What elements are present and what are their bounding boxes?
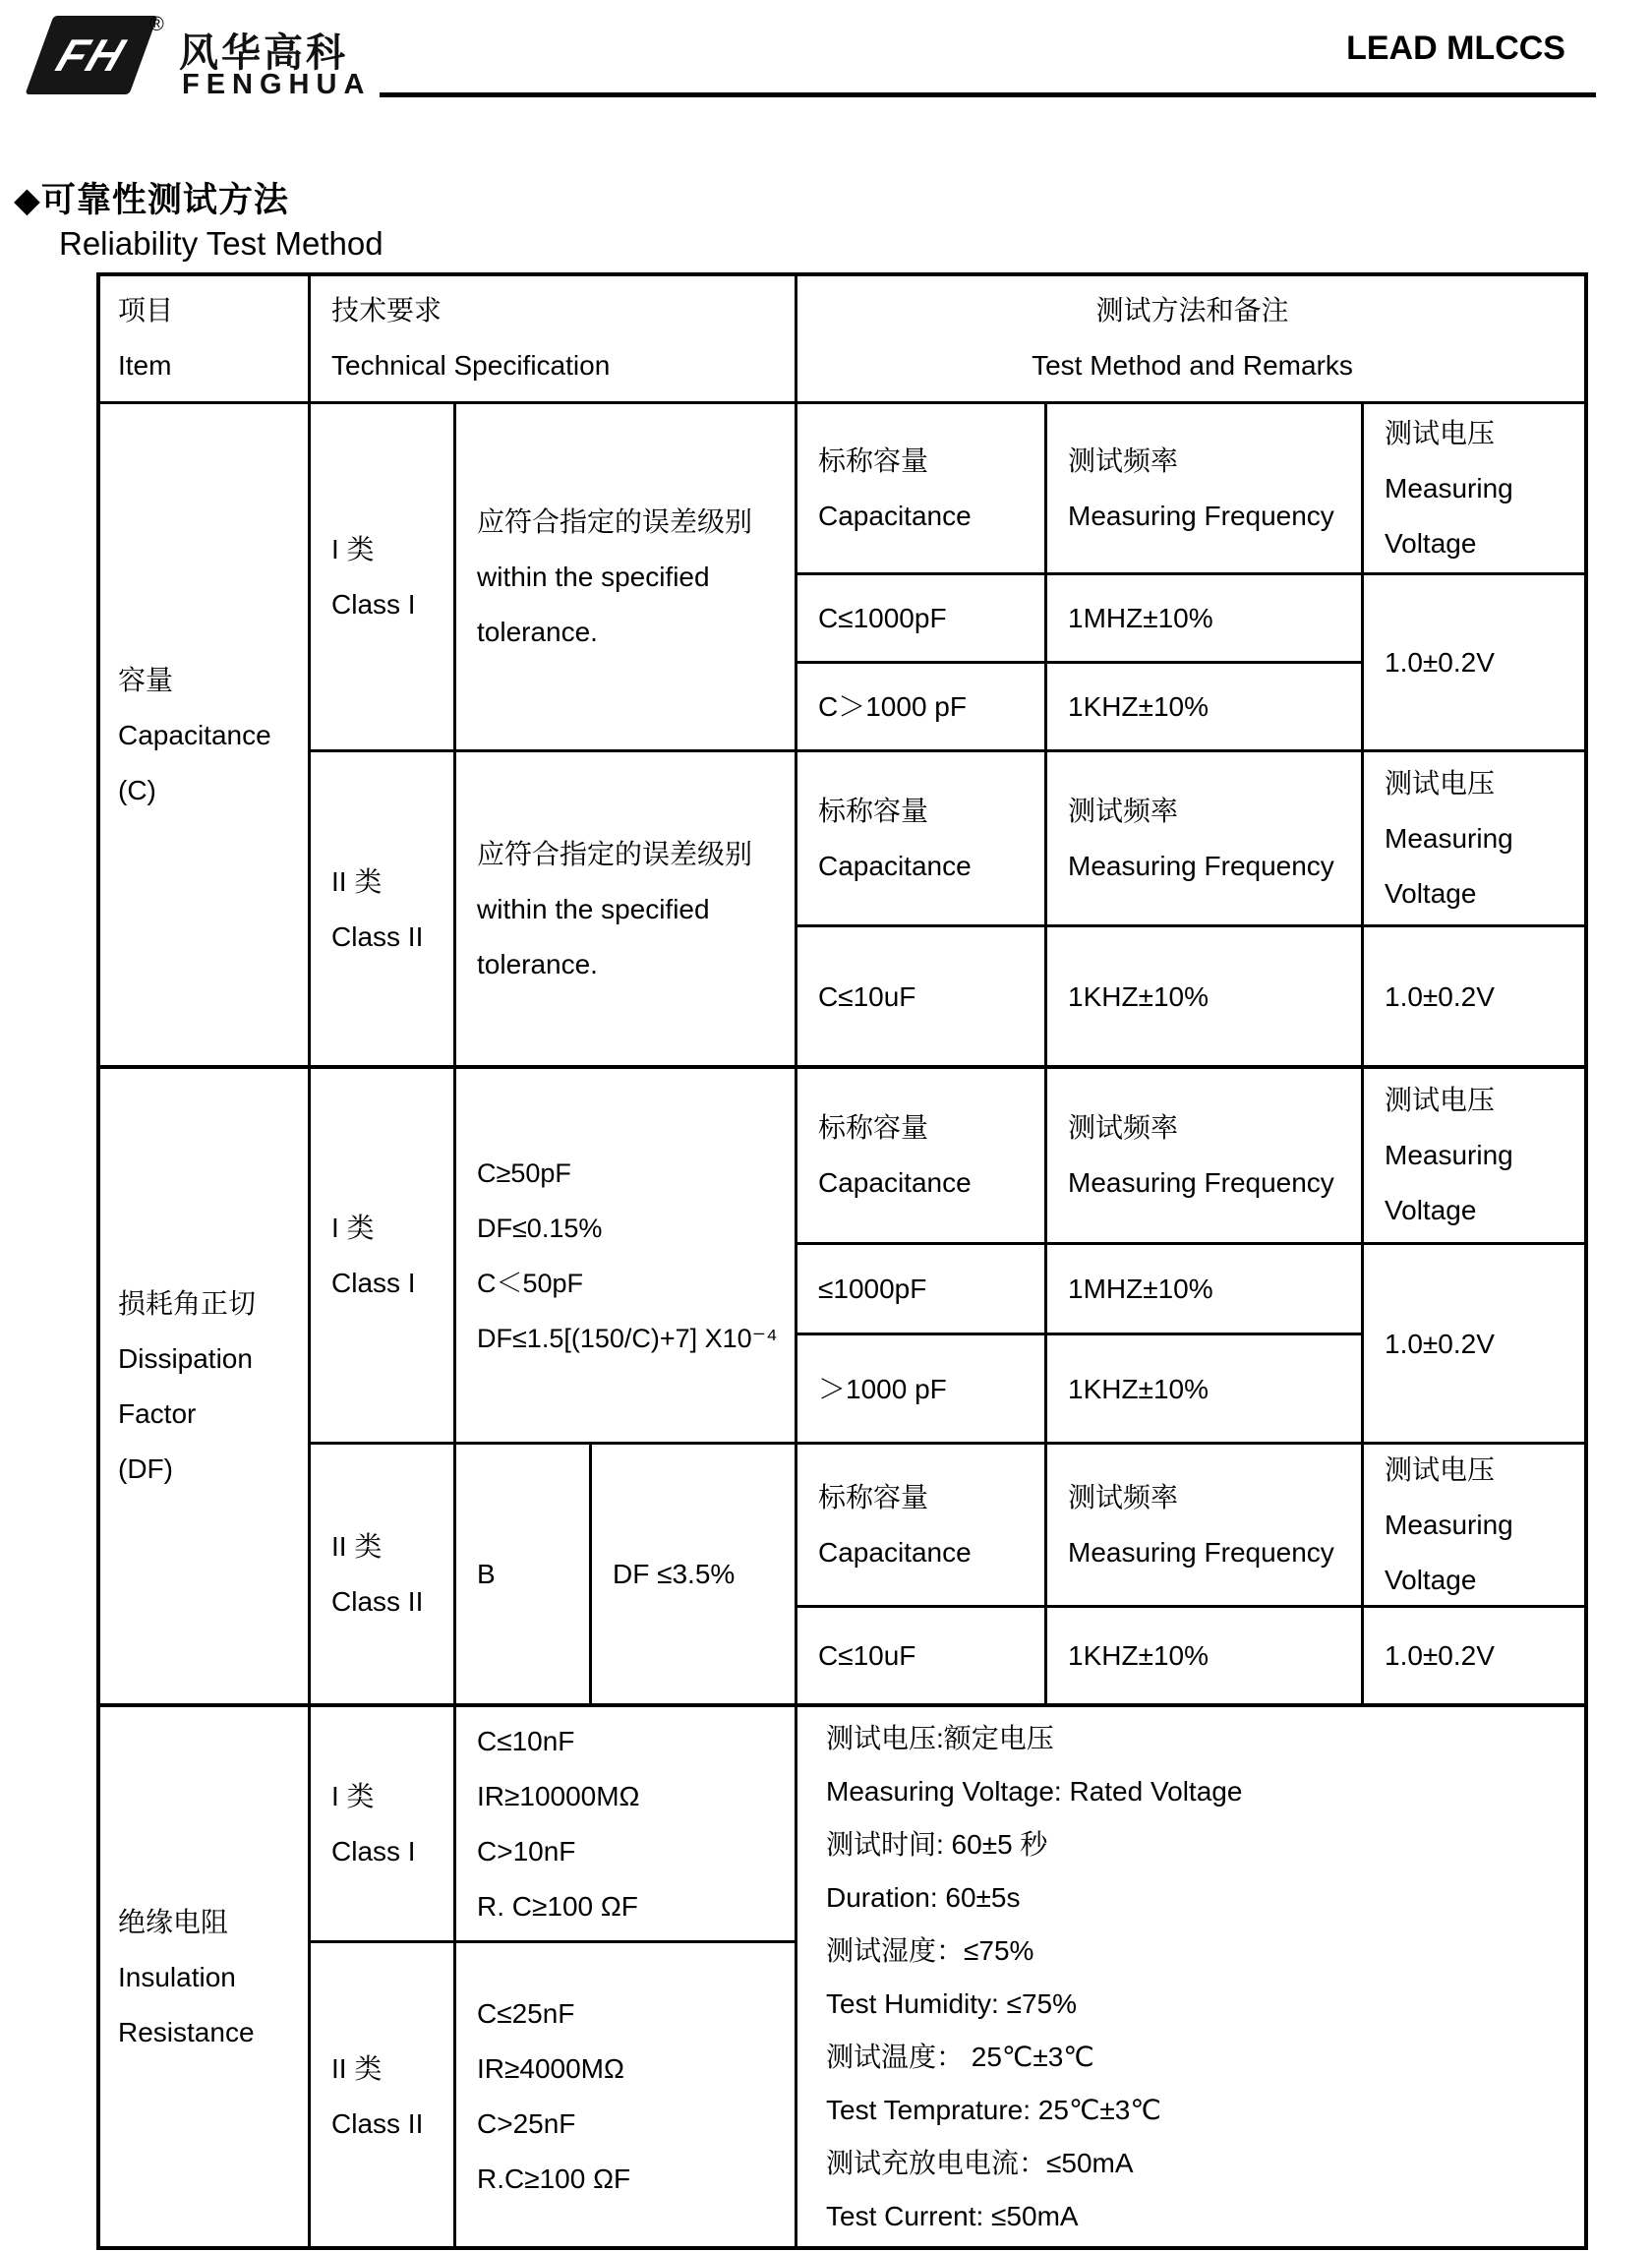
dissipation-class2-voltage: 1.0±0.2V bbox=[1385, 1640, 1495, 1671]
method-header-capacitance: 标称容量 Capacitance bbox=[818, 1482, 972, 1568]
capacitance-class2-row1-cap: C≤10uF bbox=[818, 980, 916, 1012]
section-title-en: Reliability Test Method bbox=[59, 225, 384, 262]
method-header-frequency: 测试频率 Measuring Frequency bbox=[1068, 445, 1334, 531]
method-header-frequency: 测试频率 Measuring Frequency bbox=[1068, 1482, 1334, 1568]
header-rule bbox=[380, 92, 1596, 97]
method-header-frequency: 测试频率 Measuring Frequency bbox=[1068, 1112, 1334, 1198]
dissipation-class2-row1-cap: C≤10uF bbox=[818, 1640, 916, 1671]
header-technical-specification: 技术要求 Technical Specification bbox=[331, 294, 611, 381]
dissipation-class1-spec: C≥50pF DF≤0.15% C＜50pF DF≤1.5[(150/C)+7] X10⁻⁴ bbox=[477, 1157, 778, 1353]
capacitance-class1-row2-cap: C＞1000 pF bbox=[818, 691, 967, 722]
capacitance-class1-row1-freq: 1MHZ±10% bbox=[1068, 603, 1213, 633]
method-header-frequency: 测试频率 Measuring Frequency bbox=[1068, 796, 1334, 881]
capacitance-class1-spec: 应符合指定的误差级别 within the specified tolerance. bbox=[477, 506, 753, 647]
method-header-voltage: 测试电压 Measuring Voltage bbox=[1385, 1454, 1513, 1595]
method-header-capacitance: 标称容量 Capacitance bbox=[818, 796, 972, 881]
dissipation-class2-subclass: B bbox=[477, 1559, 496, 1589]
capacitance-class2-row1-freq: 1KHZ±10% bbox=[1068, 980, 1209, 1012]
capacitance-class1-label: I 类 Class I bbox=[331, 534, 416, 620]
fenghua-logo-icon bbox=[25, 16, 157, 94]
logo-monogram: FH bbox=[49, 30, 134, 81]
dissipation-class1-row2-freq: 1KHZ±10% bbox=[1068, 1373, 1209, 1404]
capacitance-class2-voltage: 1.0±0.2V bbox=[1385, 980, 1495, 1012]
insulation-class2-spec: C≤25nF IR≥4000MΩ C>25nF R.C≥100 ΩF bbox=[477, 1997, 631, 2194]
document-title: LEAD MLCCS bbox=[1346, 30, 1565, 67]
row-insulation-item: 绝缘电阻 Insulation Resistance bbox=[118, 1907, 255, 2047]
row-dissipation-item: 损耗角正切 Dissipation Factor (DF) bbox=[118, 1287, 257, 1484]
brand-name-cn: 风华高科 bbox=[179, 31, 348, 75]
insulation-class1-spec: C≤10nF IR≥10000MΩ C>10nF R. C≥100 ΩF bbox=[477, 1725, 640, 1922]
dissipation-class2-row1-freq: 1KHZ±10% bbox=[1068, 1640, 1209, 1671]
dissipation-class1-label: I 类 Class I bbox=[331, 1212, 416, 1298]
dissipation-class2-label: II 类 Class II bbox=[331, 1531, 424, 1617]
insulation-class2-label: II 类 Class II bbox=[331, 2052, 424, 2139]
capacitance-class1-row2-freq: 1KHZ±10% bbox=[1068, 691, 1209, 722]
registered-trademark-icon: ® bbox=[149, 14, 164, 35]
section-title-cn: ◆可靠性测试方法 bbox=[14, 181, 289, 219]
dissipation-class1-row1-freq: 1MHZ±10% bbox=[1068, 1274, 1213, 1304]
capacitance-class2-label: II 类 Class II bbox=[331, 865, 424, 952]
dissipation-class1-row1-cap: ≤1000pF bbox=[818, 1274, 927, 1304]
header-test-method-remarks: 测试方法和备注 Test Method and Remarks bbox=[1032, 294, 1353, 381]
brand-name-en: FENGHUA bbox=[182, 69, 372, 100]
capacitance-class1-row1-cap: C≤1000pF bbox=[818, 603, 947, 633]
method-header-voltage: 测试电压 Measuring Voltage bbox=[1385, 768, 1513, 909]
capacitance-class2-spec: 应符合指定的误差级别 within the specified tolerance. bbox=[477, 838, 753, 979]
capacitance-class1-voltage: 1.0±0.2V bbox=[1385, 647, 1495, 678]
row-capacitance-item: 容量 Capacitance (C) bbox=[118, 664, 271, 805]
method-header-voltage: 测试电压 Measuring Voltage bbox=[1385, 418, 1513, 559]
dissipation-class2-spec: DF ≤3.5% bbox=[613, 1559, 736, 1589]
insulation-class1-label: I 类 Class I bbox=[331, 1780, 416, 1867]
method-header-capacitance: 标称容量 Capacitance bbox=[818, 445, 972, 531]
insulation-test-notes: 测试电压:额定电压 Measuring Voltage: Rated Voltage 测试时间: 60±5 秒 Duration: 60±5s 测试湿度：≤75% Test Humidity: ≤75% 测试温度： 25℃±3℃ Test Temprature: 25℃±3℃ 测试充放电电流：≤50mA Test Current: ≤50mA bbox=[826, 1723, 1243, 2231]
dissipation-class1-voltage: 1.0±0.2V bbox=[1385, 1328, 1495, 1359]
header-item: 项目 Item bbox=[118, 294, 174, 381]
dissipation-class1-row2-cap: ＞1000 pF bbox=[818, 1373, 947, 1404]
reliability-test-table bbox=[96, 272, 1588, 2250]
method-header-capacitance: 标称容量 Capacitance bbox=[818, 1112, 972, 1198]
method-header-voltage: 测试电压 Measuring Voltage bbox=[1385, 1085, 1513, 1225]
